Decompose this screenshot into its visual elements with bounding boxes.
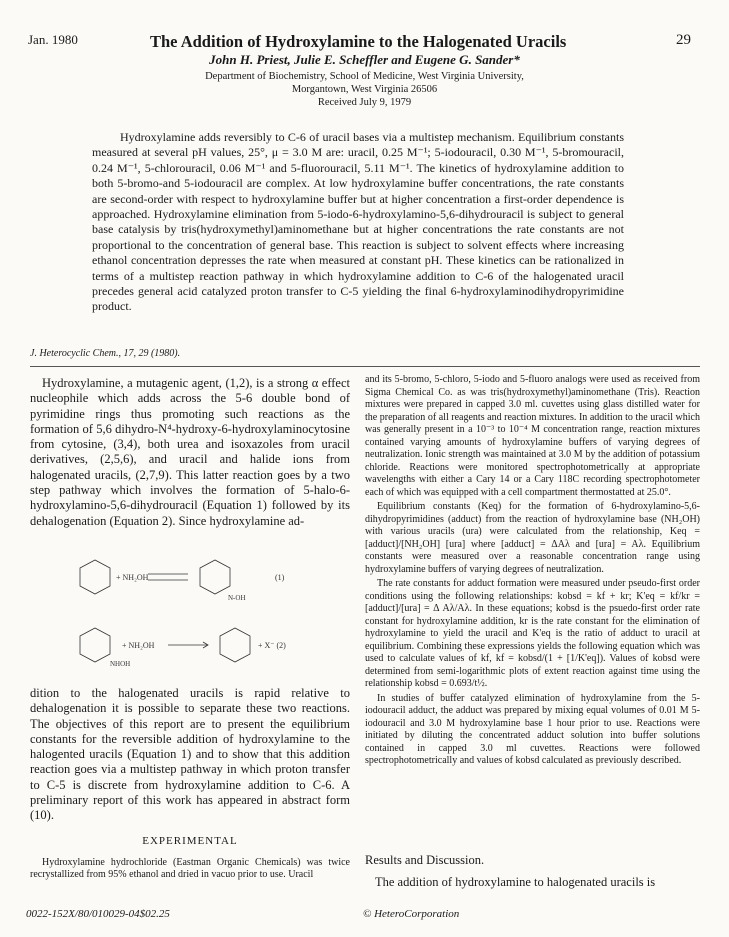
eq2-reagent: + NH₂OH <box>122 641 155 650</box>
citation: J. Heterocyclic Chem., 17, 29 (1980). <box>30 348 181 359</box>
methods-paragraph-1: and its 5-bromo, 5-chloro, 5-iodo and 5-fluoro analogs were used as received from Sigma Chemical Co. as was tris(hydroxymethyl)aminomethane (Tris). Reaction mixtures were prepared in capped 3.0 ml. cuvettes using glass distilled water for the preparation of all reagents and reaction mixtures. In addition to the uracil which was generally present in a 10⁻³ to 10⁻⁴ M concentration range, reaction mixtures contained varying amounts of hydroxylamine buffers of varying degrees of neutralization. Ionic strength was maintained at 3.0 M by the addition of potassium chloride. Reactions were monitored spectrophotometrically at appropriate wavelengths with either a Cary 14 or a Cary 118C recording spectrophotometer each of which was equipped with a cell compartment thermostatted at 25.0°. <box>365 374 700 498</box>
eq1-number: (1) <box>275 573 285 582</box>
journal-date: Jan. 1980 <box>28 32 78 47</box>
footer-publisher: © HeteroCorporation <box>363 908 460 920</box>
results-heading: Results and Discussion. <box>365 853 485 867</box>
authors: John H. Priest, Julie E. Scheffler and Eugene G. Sander* <box>209 52 520 67</box>
page-number: 29 <box>676 32 691 48</box>
nhoh-label: N-OH <box>228 594 246 602</box>
affiliation <box>0 70 729 109</box>
methods-paragraph-2: Equilibrium constants (Keq) for the formation of 6-hydroxylamino-5,6-dihydropyrimidines (adduct) from the reaction of hydroxylamine base (NH₂OH) with various uracils (ura) were calculated from the relationship, Keq = [adduct]/[NH₂OH] [ura] where [adduct] = ΔAλ and [ura] = Aλ. Equilibrium constants were measured over a reasonable concentration range using hydroxylamine buffers of varying degrees of neutralization. <box>365 501 700 575</box>
left-column-continued <box>30 686 350 882</box>
abstract <box>92 130 624 315</box>
intro-paragraph: Hydroxylamine, a mutagenic agent, (1,2), is a strong α effect nucleophile which adds across the 5-6 double bond of pyrimidine rings thus promoting such reactions as the formation of 5,6 dihydro-N⁴-hydroxy-6-hydroxylaminocytosine from cytosine, (3,4), both urea and isoxazoles from uracil derivatives, (2,5,6), and uracil and halide ions from halogenated uracils, (2,7,9). This latter reaction goes by a two step pathway which involves the formation of 5-halo-6-hydroxylamino-5,6-dihydrouracil (Equation 1) followed by its dehalogenation (Equation 2). Since hydroxylamine ad- <box>30 376 350 528</box>
affiliation-line: Morgantown, West Virginia 26506 <box>291 84 438 95</box>
right-column <box>365 374 700 770</box>
article-title: The Addition of Hydroxylamine to the Halogenated Uracils <box>150 32 567 51</box>
affiliation-line: Department of Biochemistry, School of Medicine, West Virginia University, <box>205 71 524 82</box>
results-text: The addition of hydroxylamine to halogenated uracils is <box>375 875 656 889</box>
nhoh-label-2: NHOH <box>110 660 131 668</box>
objectives-paragraph: dition to the halogenated uracils is rapid relative to dehalogenation it is possible to separate these two reactions. The objectives of this report are to present the equilibrium constants for the reversible addition of hydroxylamine to the halogented uracils (Equation 1) and to show that this addition reaction goes via a multistep pathway in which proton transfer to C-5 is discrete from hydroxylamine addition to C-6. A preliminary report of this work has appeared in abstract form (10). <box>30 686 350 823</box>
divider <box>30 366 700 367</box>
received-date: Received July 9, 1979 <box>317 97 412 108</box>
eq2-product: + X⁻ (2) <box>258 641 286 650</box>
reaction-equations-figure <box>60 548 330 678</box>
left-column-intro <box>30 376 350 529</box>
abstract-text: Hydroxylamine adds reversibly to C-6 of uracil bases via a multistep mechanism. Equilibrium constants measured at several pH values, 25°, μ = 3.0 M are: uracil, 0.25 M⁻¹; 5-iodouracil, 0.30 M⁻¹, 5-bromouracil, 0.24 M⁻¹, 5-chlorouracil, 0.06 M⁻¹ and 5-fluorouracil, 5.11 M⁻¹. The kinetics of hydroxylamine addition to both 5-bromo-and 5-iodouracil are complex. At low hydroxylamine buffer concentrations, the rate constants are second-order with respect to hydroxylamine buffer but at higher concentration a first-order dependence is approached. Hydroxylamine elimination from 5-iodo-6-hydroxylamino-5,6-dihydrouracil is subject to general base catalysis by tris(hydroxymethyl)aminomethane but at higher concentrations the rate constants are not proportional to the concentration of general base. This reaction is subject to solvent effects where increasing ethanol concentration depresses the rate when measured at constant pH. These kinetics can be rationalized in terms of a multistep reaction pathway in which hydroxylamine addition to C-6 of the halogenated uracil precedes general acid catalyzed proton transfer to C-5 yielding the final 6-hydroxylaminodihydropyrimidine product. <box>92 130 624 314</box>
footer-code: 0022-152X/80/010029-04$02.25 <box>26 908 170 920</box>
methods-paragraph-4: In studies of buffer catalyzed elimination of hydroxylamine from the 5-iodouracil adduct, the adduct was prepared by mixing equal volumes of 0.01 M 5-iodouracil and 3.0 M hydroxylamine base 1 hour prior to use. Reactions were initiated by diluting the concentrated adduct solution into buffer solutions contained in capped 3.0 ml cuvettes. Reactions were followed spectrophotometrically and values of kobsd calculated as previously described. <box>365 692 700 766</box>
experimental-heading: EXPERIMENTAL <box>142 834 238 847</box>
methods-paragraph-3: The rate constants for adduct formation were measured under pseudo-first order conditions using the following relationships: kobsd = kf + kr; K'eq = kf/kr = [adduct]/[ura] = Δ Aλ/Aλ. In these equations; kobsd is the psuedo-first order rate constant for hydroxylamine addition, kr is the rate constant for the elimination of hydroxylamine to yield the uracil and K'eq is the ratio of adduct to uracil at equilibrium. Combining these expressions yields the following equation which was used to calculate values of kf, kf = kobsd/(1 + [1/K'eq]). Values of kobsd were determined from semi-logarithmic plots of extent reaction against time using the relationship kobsd = 0.693/t½. <box>365 578 700 689</box>
experimental-paragraph: Hydroxylamine hydrochloride (Eastman Organic Chemicals) was twice recrystallized from 95% ethanol and dried in vacuo prior to use. Uracil <box>30 856 350 881</box>
eq1-reagent: + NH₂OH <box>116 573 149 582</box>
